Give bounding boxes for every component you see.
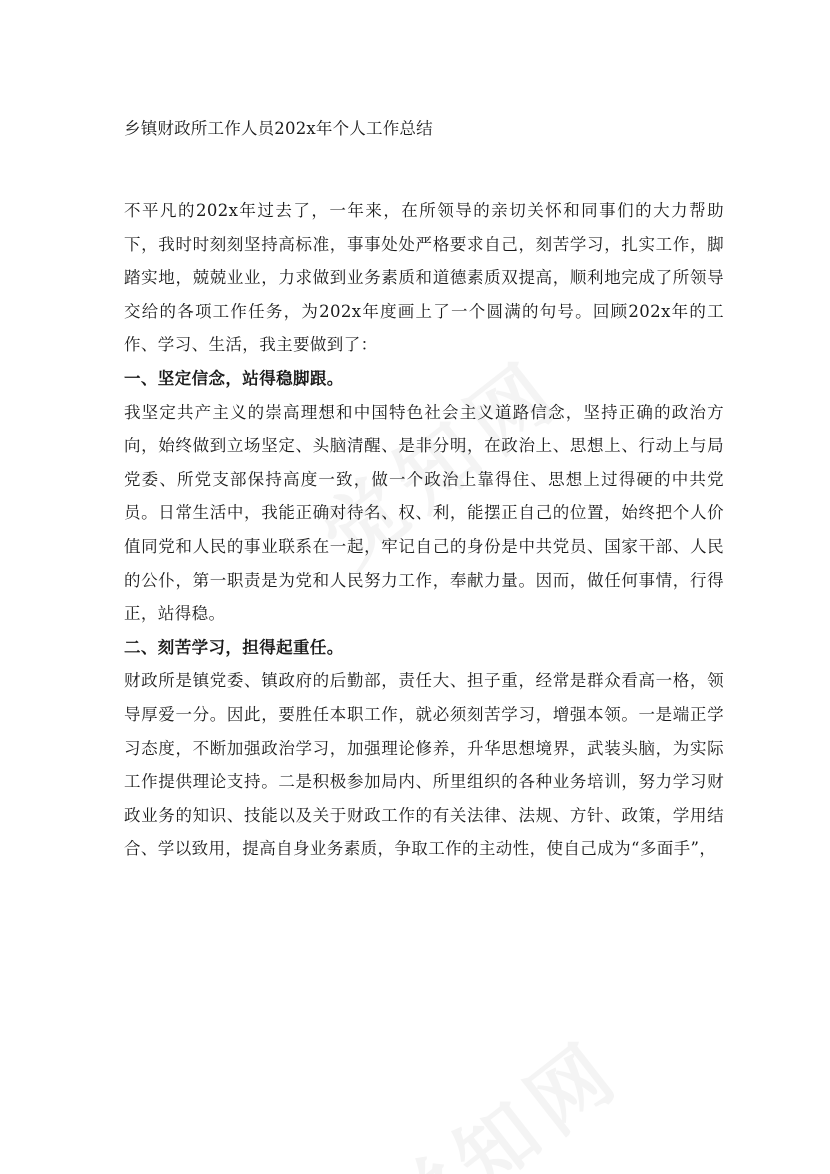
section-heading-2: 二、刻苦学习，担得起重任。 xyxy=(124,637,344,657)
section-paragraph-1: 我坚定共产主义的崇高理想和中国特色社会主义道路信念，坚持正确的政治方向，始终做到立场坚定、头脑清醒、是非分明，在政治上、思想上、行动上与局党委、所党支部保持高度一致，做一个政治上靠得住、思想上过得硬的中共党员。日常生活中，我能正确对待名、权、利，能摆正自己的位置，始终把个人价值同党和人民的事业联系在一起，牢记自己的身份是中共党员、国家干部、人民的公仆，第一职责是为党和人民努力工作，奉献力量。因而，做任何事情，行得正，站得稳。 xyxy=(124,402,724,624)
document-body xyxy=(124,194,724,866)
intro-paragraph: 不平凡的202x年过去了，一年来，在所领导的亲切关怀和同事们的大力帮助下，我时时刻刻坚持高标准，事事处处严格要求自己，刻苦学习，扎实工作，脚踏实地，兢兢业业，力求做到业务素质和道德素质双提高，顺利地完成了所领导交给的各项工作任务，为202x年度画上了一个圆满的句号。回顾202x年的工作、学习、生活，我主要做到了： xyxy=(124,201,724,355)
document-title: 乡镇财政所工作人员202x年个人工作总结 xyxy=(124,119,433,138)
section-heading-1: 一、坚定信念，站得稳脚跟。 xyxy=(124,368,344,388)
watermark-logo xyxy=(354,1007,642,1174)
section-paragraph-2: 财政所是镇党委、镇政府的后勤部，责任大、担子重，经常是群众看高一格，领导厚爱一分。因此，要胜任本职工作，就必须刻苦学习，增强本领。一是端正学习态度，不断加强政治学习，加强理论修养，升华思想境界，武装头脑，为实际工作提供理论支持。二是积极参加局内、所里组织的各种业务培训，努力学习财政业务的知识、技能以及关于财政工作的有关法律、法规、方针、政策，学用结合、学以致用，提高自身业务素质，争取工作的主动性，使自己成为“多面手”， xyxy=(124,671,724,859)
